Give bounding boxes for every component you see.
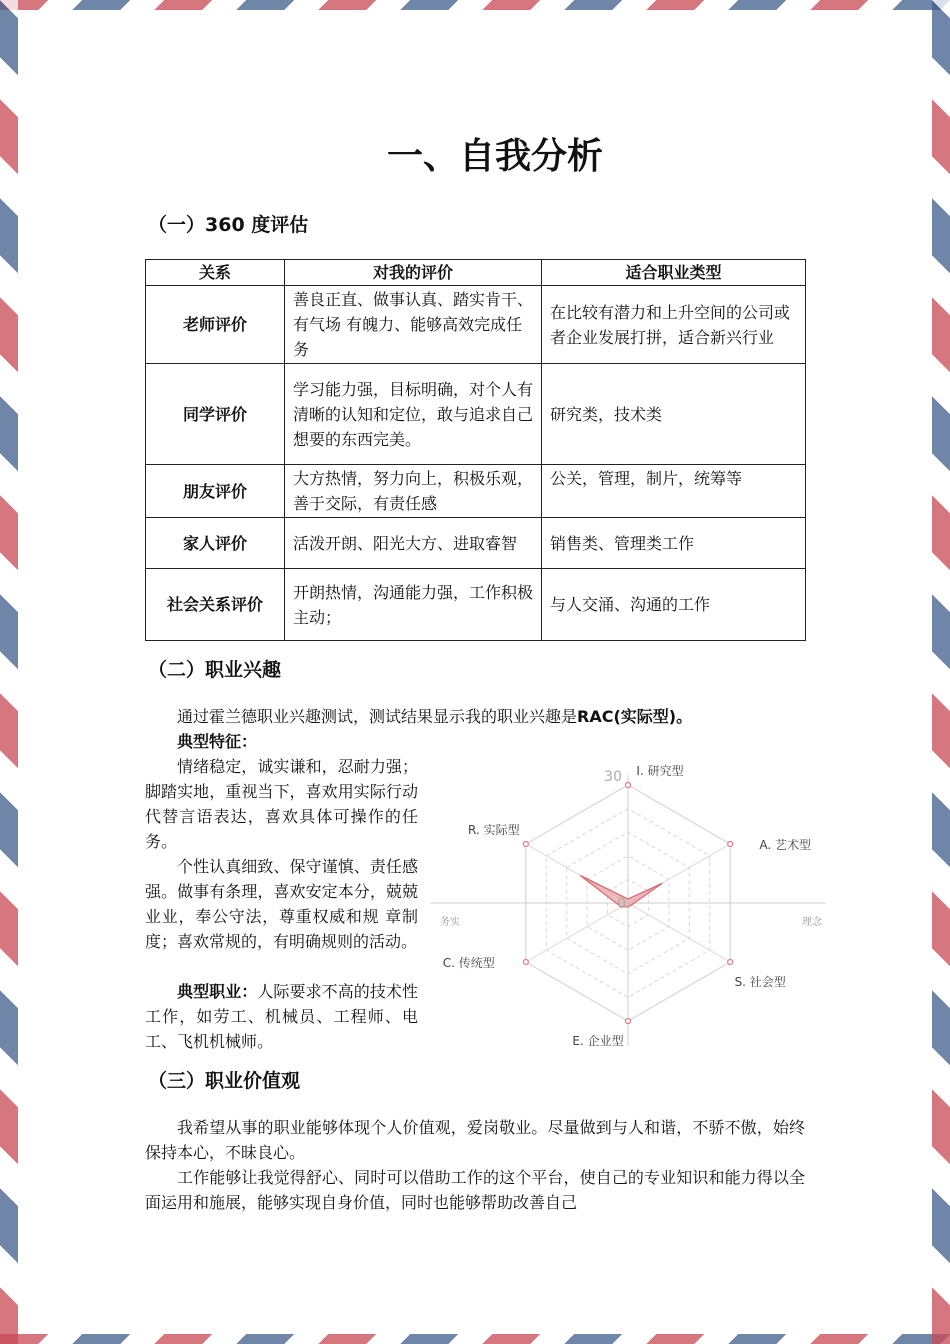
career-cell: 在比较有潜力和上升空间的公司或者企业发展打拼，适合新兴行业 bbox=[542, 286, 806, 364]
evaluation-table bbox=[145, 259, 806, 641]
airmail-border-bottom bbox=[0, 1334, 950, 1344]
career-cell: 与人交涌、沟通的工作 bbox=[542, 569, 806, 641]
relation-cell: 同学评价 bbox=[146, 364, 285, 465]
column-header: 对我的评价 bbox=[285, 260, 542, 286]
radar-max-label: 30 bbox=[604, 769, 622, 785]
radar-vertex-dot bbox=[523, 842, 528, 847]
radar-category-label: I. 研究型 bbox=[636, 764, 684, 778]
relation-cell: 老师评价 bbox=[146, 286, 285, 364]
relation-cell: 社会关系评价 bbox=[146, 569, 285, 641]
radar-side-label-left: 务实 bbox=[440, 917, 460, 928]
radar-category-label: E. 企业型 bbox=[572, 1034, 624, 1048]
values-paragraph-1: 我希望从事的职业能够体现个人价值观，爱岗敬业。尽量做到与人和谐，不骄不傲，始终保持本心，不昧良心。 bbox=[145, 1118, 805, 1162]
table-row bbox=[146, 465, 806, 518]
relation-cell: 朋友评价 bbox=[146, 465, 285, 518]
radar-spoke bbox=[628, 903, 730, 962]
radar-vertex-dot bbox=[626, 783, 631, 788]
section-heading-360: （一）360 度评估 bbox=[148, 214, 309, 236]
column-header: 关系 bbox=[146, 260, 285, 286]
radar-spoke bbox=[526, 903, 628, 962]
evaluation-cell: 活泼开朗、阳光大方、进取睿智 bbox=[285, 518, 542, 569]
radar-category-label: R. 实际型 bbox=[468, 823, 520, 837]
career-cell: 销售类、管理类工作 bbox=[542, 518, 806, 569]
radar-category-label: C. 传统型 bbox=[442, 956, 495, 970]
evaluation-cell: 开朗热情，沟通能力强，工作积极主动； bbox=[285, 569, 542, 641]
interest-result: RAC(实际型)。 bbox=[577, 707, 693, 726]
career-cell: 公关，管理，制片，统筹等 bbox=[542, 465, 806, 518]
table-row bbox=[146, 569, 806, 641]
radar-category-label: S. 社会型 bbox=[734, 975, 786, 989]
features-label-line bbox=[145, 729, 420, 754]
radar-side-label-right: 理念 bbox=[802, 917, 822, 928]
evaluation-cell: 学习能力强，目标明确，对个人有清晰的认知和定位，敢与追求自己想要的东西完美。 bbox=[285, 364, 542, 465]
jobs-text: 人际要求不高的技术性工作，如劳工、机械员、工程师、电工、飞机机械师。 bbox=[145, 982, 418, 1051]
section-heading-values: （三）职业价值观 bbox=[148, 1070, 301, 1092]
radar-center-label: 0 bbox=[617, 896, 626, 912]
table-row bbox=[146, 518, 806, 569]
values-paragraph-2: 工作能够让我觉得舒心、同时可以借助工作的这个平台，使自己的专业知识和能力得以全面运用和施展，能够实现自身价值，同时也能够帮助改善自己 bbox=[145, 1168, 805, 1212]
holland-radar-chart bbox=[430, 760, 830, 1070]
features-label: 典型特征： bbox=[177, 732, 258, 751]
radar-vertex-dot bbox=[626, 1019, 631, 1024]
page-title: 一、自我分析 bbox=[386, 136, 603, 177]
radar-vertex-dot bbox=[728, 842, 733, 847]
column-header: 适合职业类型 bbox=[542, 260, 806, 286]
radar-vertex-dot bbox=[523, 960, 528, 965]
evaluation-cell: 善良正直、做事认真、踏实肯干、有气场 有魄力、能够高效完成任务 bbox=[285, 286, 542, 364]
feature-paragraph-1: 情绪稳定，诚实谦和，忍耐力强；脚踏实地，重视当下，喜欢用实际行动代替言语表达，喜欢具体可操作的任务。 bbox=[145, 757, 418, 851]
radar-grid bbox=[430, 775, 826, 1046]
airmail-border-top bbox=[0, 0, 950, 10]
table-row bbox=[146, 286, 806, 364]
section-heading-interest: （二）职业兴趣 bbox=[148, 659, 282, 681]
interest-intro-text: 通过霍兰德职业兴趣测试，测试结果显示我的职业兴趣是 bbox=[177, 707, 578, 726]
feature-paragraph-2: 个性认真细致、保守谨慎、责任感强。做事有条理，喜欢安定本分，兢兢业业，奉公守法，尊重权威和规 章制度；喜欢常规的，有明确规则的活动。 bbox=[145, 857, 418, 951]
table-row bbox=[146, 364, 806, 465]
typical-jobs bbox=[145, 979, 418, 1054]
interest-intro bbox=[145, 704, 805, 729]
jobs-label: 典型职业： bbox=[177, 982, 258, 1001]
airmail-border-left bbox=[0, 0, 18, 1344]
airmail-border-right bbox=[932, 0, 950, 1344]
radar-category-label: A. 艺术型 bbox=[759, 838, 812, 852]
career-cell: 研究类，技术类 bbox=[542, 364, 806, 465]
table-header-row bbox=[146, 260, 806, 286]
radar-vertex-dot bbox=[728, 960, 733, 965]
evaluation-cell: 大方热情，努力向上，积极乐观，善于交际，有责任感 bbox=[285, 465, 542, 518]
relation-cell: 家人评价 bbox=[146, 518, 285, 569]
